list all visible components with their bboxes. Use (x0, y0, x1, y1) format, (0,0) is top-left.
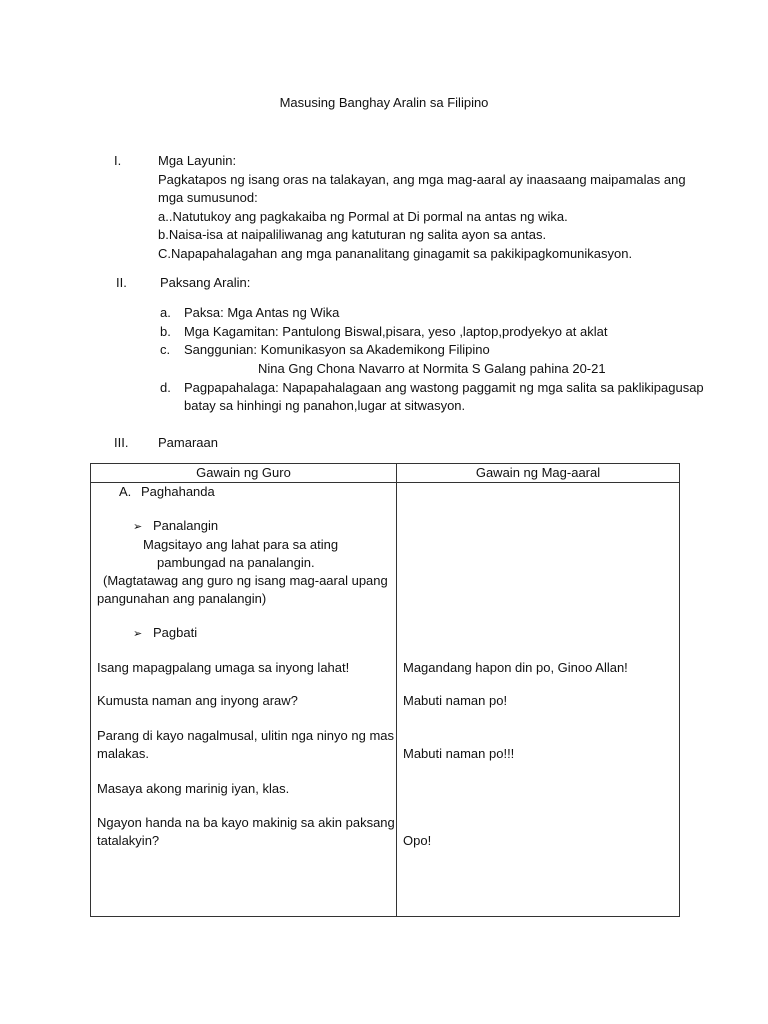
item-d-text: Pagpapahalaga: Napapahalagaan ang wastong paggamit ng mga salita sa paklikipagusap (184, 380, 704, 395)
item-a-text: Paksa: Mga Antas ng Wika (184, 305, 340, 320)
objective-intro-line-2: mga sumusunod: (158, 190, 258, 205)
teacher-greeting: Isang mapagpalang umaga sa inyong lahat! (97, 660, 350, 675)
item-a-letter: a. (160, 305, 171, 320)
prayer-note-line-2: pangunahan ang panalangin) (97, 591, 267, 606)
bullet-label: Panalangin (153, 518, 219, 533)
item-b-letter: b. (160, 324, 171, 339)
student-reply-1: Mabuti naman po! (403, 693, 508, 708)
item-d-letter: d. (160, 380, 171, 395)
student-cell (397, 483, 680, 917)
objective-c: C.Napapahalagahan ang mga pananalitang ginagamit sa pakikipagkomunikasyon. (158, 246, 633, 261)
prayer-note-line-1: (Magtatawag ang guro ng isang mag-aaral upang (103, 573, 388, 588)
document-title: Masusing Banghay Aralin sa Filipino (279, 95, 489, 110)
teacher-how-are-you: Kumusta naman ang inyong araw? (97, 693, 298, 708)
item-b-text: Mga Kagamitan: Pantulong Biswal,pisara, yeso ,laptop,prodyekyo at aklat (184, 324, 608, 339)
teacher-ready-line-2: tatalakyin? (97, 833, 160, 848)
part-label: Paghahanda (141, 484, 215, 499)
item-c-text: Sanggunian: Komunikasyon sa Akademikong Filipino (184, 342, 490, 357)
table-header-row (91, 464, 680, 483)
teacher-louder-line-2: malakas. (97, 746, 150, 761)
bullet-pagbati (133, 624, 197, 643)
arrow-bullet-icon: ➢ (133, 628, 143, 640)
teacher-ready-line-1: Ngayon handa na ba kayo makinig sa akin paksang (97, 815, 395, 830)
section-2-heading: Paksang Aralin: (160, 275, 251, 290)
item-c-text-cont: Nina Gng Chona Navarro at Normita S Galang pahina 20-21 (258, 361, 606, 376)
section-3-heading: Pamaraan (158, 435, 218, 450)
section-3-numeral: III. (114, 435, 129, 450)
objective-b: b.Naisa-isa at naipaliliwanag ang katuturan ng salita ayon sa antas. (158, 227, 547, 242)
teacher-cell (91, 483, 397, 917)
teacher-column-header: Gawain ng Guro (91, 464, 397, 483)
table-row (91, 483, 680, 917)
teacher-glad: Masaya akong marinig iyan, klas. (97, 781, 290, 796)
student-reply-2: Mabuti naman po!!! (403, 746, 515, 761)
item-d-text-cont: batay sa hinhingi ng panahon,lugar at sitwasyon. (184, 398, 466, 413)
prayer-line-2: pambungad na panalangin. (157, 555, 315, 570)
student-column-header: Gawain ng Mag-aaral (397, 464, 680, 483)
student-greeting-reply: Magandang hapon din po, Ginoo Allan! (403, 660, 628, 675)
objective-a: a..Natutukoy ang pagkakaiba ng Pormal at Di pormal na antas ng wika. (158, 209, 568, 224)
section-1-heading: Mga Layunin: (158, 153, 237, 168)
prayer-line-1: Magsitayo ang lahat para sa ating (143, 537, 339, 552)
objective-intro-line-1: Pagkatapos ng isang oras na talakayan, ang mga mag-aaral ay inaasaang maipamalas ang (158, 172, 686, 187)
bullet-panalangin (133, 517, 218, 536)
section-2-numeral: II. (116, 275, 127, 290)
teacher-louder-line-1: Parang di kayo nagalmusal, ulitin nga ninyo ng mas (97, 728, 395, 743)
student-reply-3: Opo! (403, 833, 432, 848)
part-letter: A. (119, 484, 132, 499)
bullet-label: Pagbati (153, 625, 198, 640)
section-1-numeral: I. (114, 153, 122, 168)
item-c-letter: c. (160, 342, 171, 357)
procedure-table (90, 463, 680, 917)
arrow-bullet-icon: ➢ (133, 521, 143, 533)
